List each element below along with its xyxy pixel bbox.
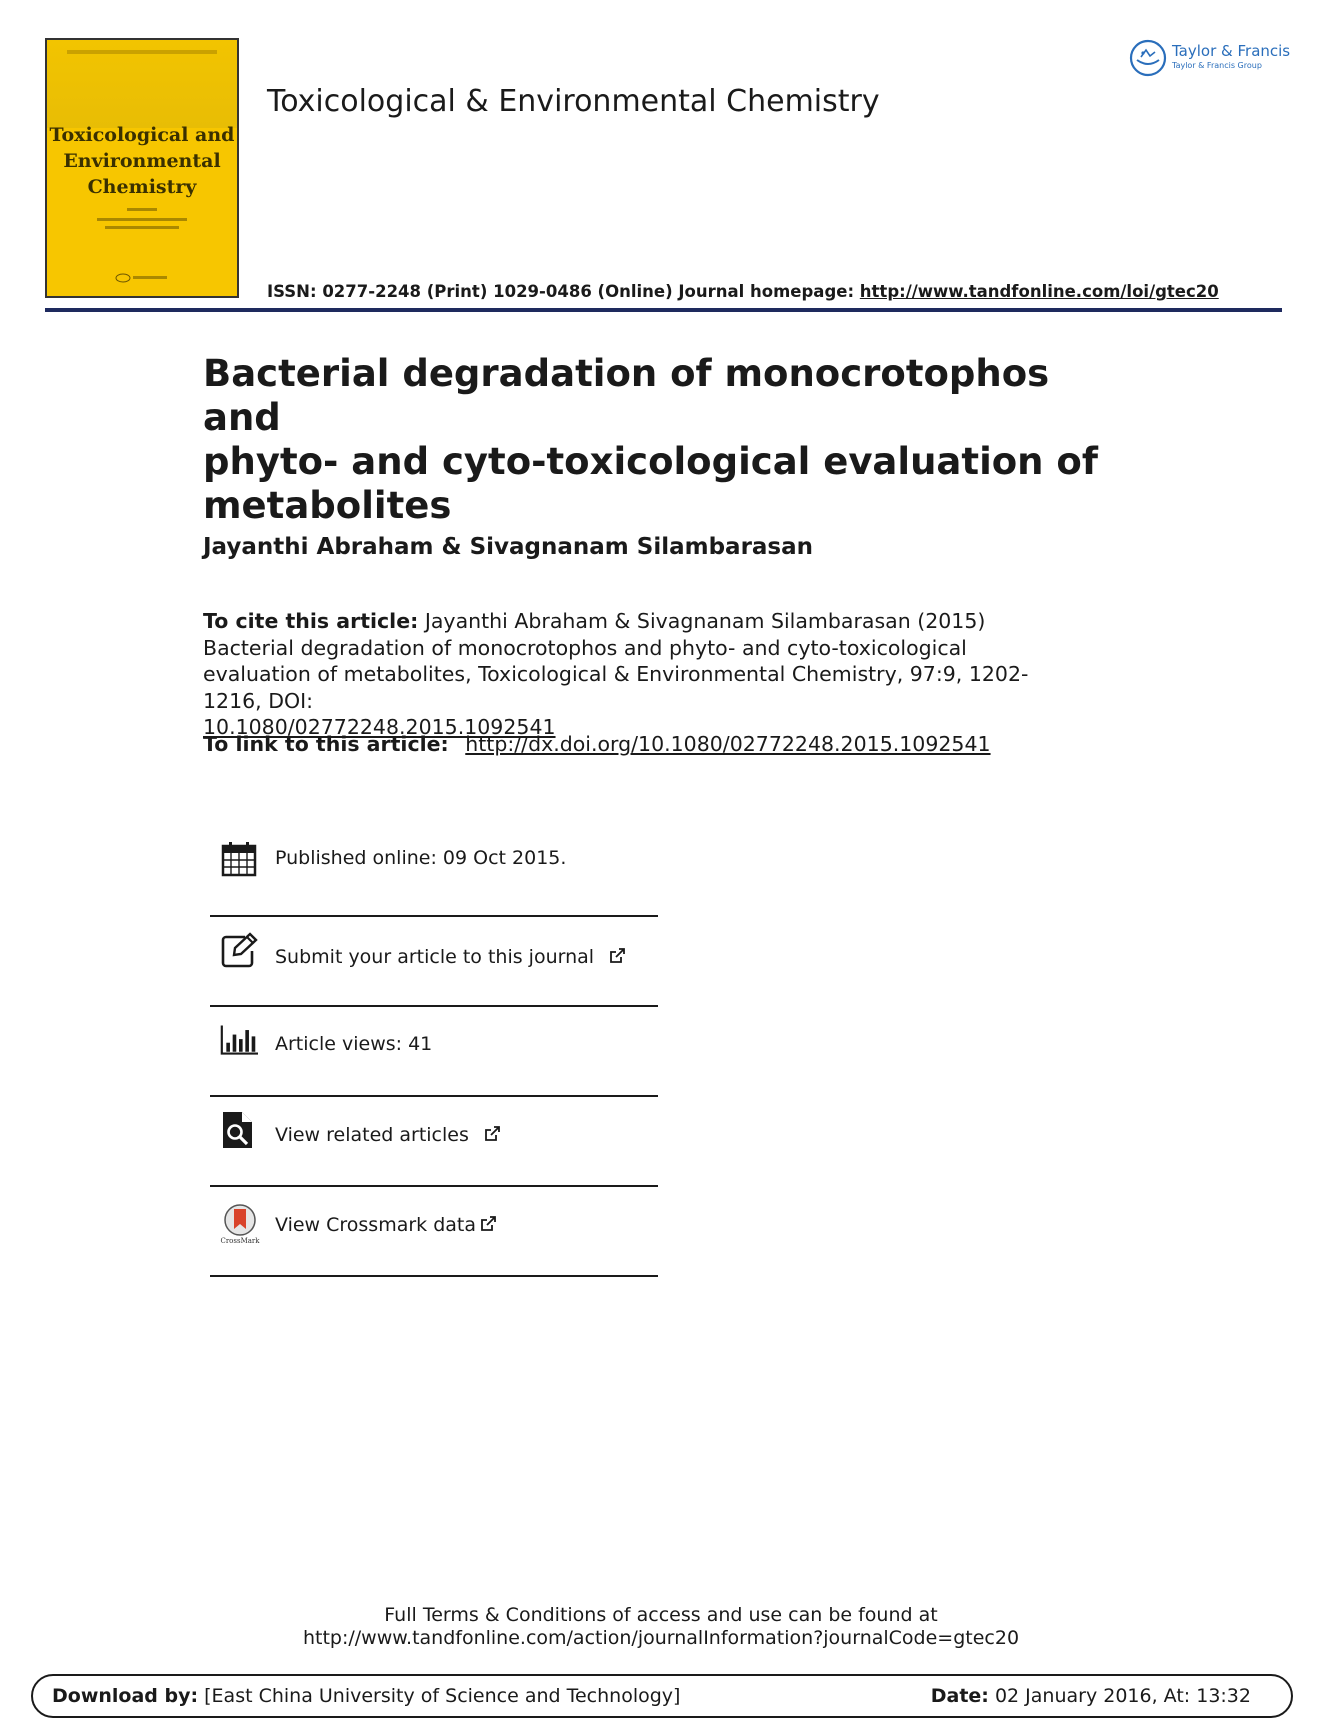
download-label: Download by: xyxy=(52,1685,199,1707)
citation-block xyxy=(203,608,1063,741)
download-institution: [East China University of Science and Technology] xyxy=(198,1685,681,1707)
issn-text: ISSN: 0277-2248 (Print) 1029-0486 (Online) Journal homepage: xyxy=(267,282,860,301)
journal-cover xyxy=(45,38,239,298)
download-date xyxy=(931,1685,1251,1707)
publisher-name: Taylor & Francis xyxy=(1172,42,1291,60)
article-title-line: metabolites xyxy=(203,484,452,527)
article-link-row xyxy=(203,732,991,756)
cover-publisher-logo-icon xyxy=(115,272,171,284)
journal-homepage-link[interactable]: http://www.tandfonline.com/loi/gtec20 xyxy=(859,282,1219,301)
cover-issue-line xyxy=(67,50,217,54)
issn-line xyxy=(267,282,1219,301)
download-bar xyxy=(31,1674,1293,1718)
date-value: 02 January 2016, At: 13:32 xyxy=(988,1685,1251,1707)
submit-article-row[interactable] xyxy=(210,917,658,1007)
article-authors: Jayanthi Abraham & Sivagnanam Silambarasan xyxy=(203,534,814,560)
article-doi-link[interactable]: http://dx.doi.org/10.1080/02772248.2015.1092541 xyxy=(465,732,991,756)
cover-title-line: Toxicological and xyxy=(49,124,235,146)
article-views-row xyxy=(210,1007,658,1097)
cover-editor-line xyxy=(97,218,187,221)
crossmark-logo-text: CrossMark xyxy=(220,1237,260,1245)
header-rule xyxy=(45,308,1282,312)
external-link-icon xyxy=(483,1125,501,1143)
cover-title-line: Chemistry xyxy=(87,176,197,198)
cover-editor-line xyxy=(127,208,157,211)
article-title-line: Bacterial degradation of monocrotophos and xyxy=(203,352,1050,439)
cover-editor-line xyxy=(105,226,179,229)
terms-url: http://www.tandfonline.com/action/journalInformation?journalCode=gtec20 xyxy=(302,1627,1020,1649)
cover-title xyxy=(47,122,237,200)
cover-title-line: Environmental xyxy=(63,150,221,172)
cite-text: Jayanthi Abraham & Sivagnanam Silambarasan (2015) Bacterial degradation of monocrotophos and phyto- and cyto-toxicological evaluation of metabolites, Toxicological & Environmental Chemistry, 97:9, 1202-1216, DOI: xyxy=(203,609,1029,713)
journal-name: Toxicological & Environmental Chemistry xyxy=(267,84,880,119)
calendar-icon xyxy=(220,840,258,878)
published-date: Published online: 09 Oct 2015. xyxy=(275,847,567,869)
submit-article-label: Submit your article to this journal xyxy=(275,946,595,968)
terms-block xyxy=(0,1604,1322,1650)
bar-chart-icon xyxy=(220,1021,258,1059)
external-link-icon xyxy=(608,947,626,965)
terms-line: Full Terms & Conditions of access and use can be found at xyxy=(384,1604,938,1626)
article-views: Article views: 41 xyxy=(275,1033,433,1055)
crossmark-row[interactable] xyxy=(210,1187,658,1277)
published-row xyxy=(210,820,658,917)
cite-doi-link[interactable]: 10.1080/02772248.2015.1092541 xyxy=(203,715,556,739)
article-info-list xyxy=(210,820,658,1277)
article-title-line: phyto- and cyto-toxicological evaluation of xyxy=(203,440,1098,483)
submit-article-link[interactable] xyxy=(275,946,626,968)
crossmark-link[interactable] xyxy=(275,1214,497,1236)
edit-icon xyxy=(220,931,258,969)
related-articles-label: View related articles xyxy=(275,1124,469,1146)
crossmark-label: View Crossmark data xyxy=(275,1214,477,1236)
cite-label: To cite this article: xyxy=(203,609,419,633)
publisher-group: Taylor & Francis Group xyxy=(1172,61,1262,70)
crossmark-logo-icon xyxy=(220,1203,260,1245)
related-articles-link[interactable] xyxy=(275,1124,501,1146)
article-title xyxy=(203,352,1103,528)
date-label: Date: xyxy=(930,1685,989,1707)
download-by xyxy=(52,1685,680,1707)
external-link-icon xyxy=(479,1215,497,1233)
document-search-icon xyxy=(220,1111,258,1149)
related-articles-row[interactable] xyxy=(210,1097,658,1187)
link-label: To link to this article: xyxy=(203,732,449,756)
